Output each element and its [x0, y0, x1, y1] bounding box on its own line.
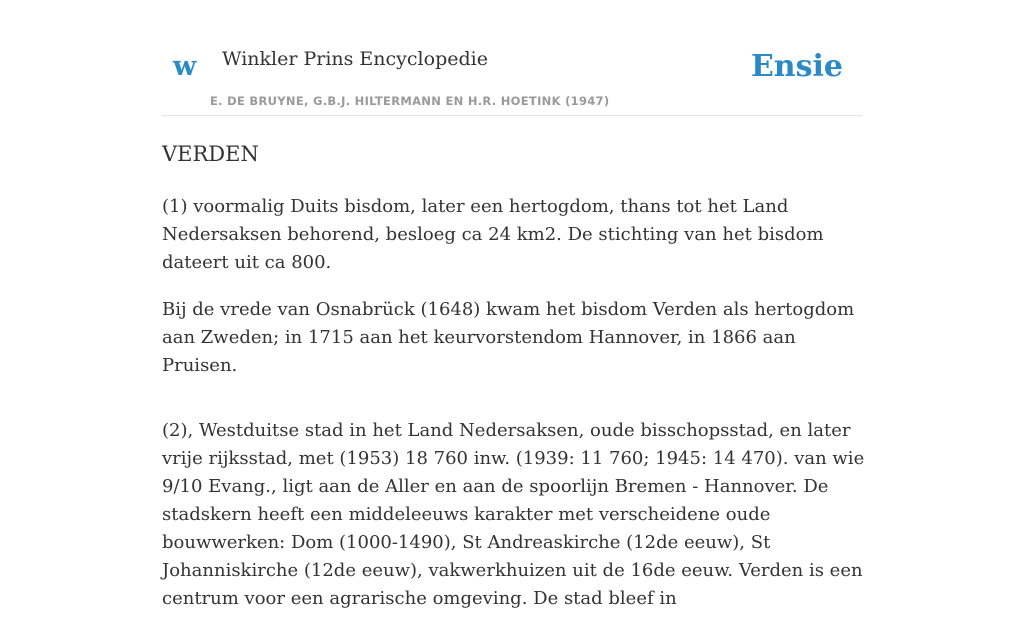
- site-header: [162, 40, 862, 116]
- article-paragraph-2: Bij de vrede van Osnabrück (1648) kwam het bisdom Verden als hertogdom aan Zweden; in 1715 aan het keurvorstendom Hannover, in 1866 aan Pruisen.: [162, 299, 855, 376]
- article-paragraph-1: (1) voormalig Duits bisdom, later een hertogdom, thans tot het Land Nedersaksen behorend, besloeg ca 24 km2. De stichting van het bisdom dateert uit ca 800.: [162, 196, 824, 273]
- authors-byline: E. DE BRUYNE, G.B.J. HILTERMANN EN H.R. HOETINK (1947): [210, 94, 610, 108]
- article-body: [162, 138, 872, 632]
- ensie-logo[interactable]: Ensie: [750, 49, 843, 84]
- encyclopedia-title[interactable]: Winkler Prins Encyclopedie: [222, 48, 488, 70]
- article-paragraph-3: (2), Westduitse stad in het Land Nedersaksen, oude bisschopsstad, en later vrije rijksstad, met (1953) 18 760 inw. (1939: 11 760; 1945: 14 470). van wie 9/10 Evang., ligt aan de Aller en aan de spoorlijn Bremen - Hannover. De stadskern heeft een middeleeuws karakter met verscheidene oude bouwwerken: Dom (1000-1490), St Andreaskirche (12de eeuw), St Johanniskirche (12de eeuw), vakwerkhuizen uit de 16de eeuw. Verden is een centrum voor een agrarische omgeving. De stad bleef in: [162, 420, 865, 609]
- article-headword: VERDEN: [162, 142, 259, 166]
- winkler-prins-logo[interactable]: w: [173, 51, 197, 82]
